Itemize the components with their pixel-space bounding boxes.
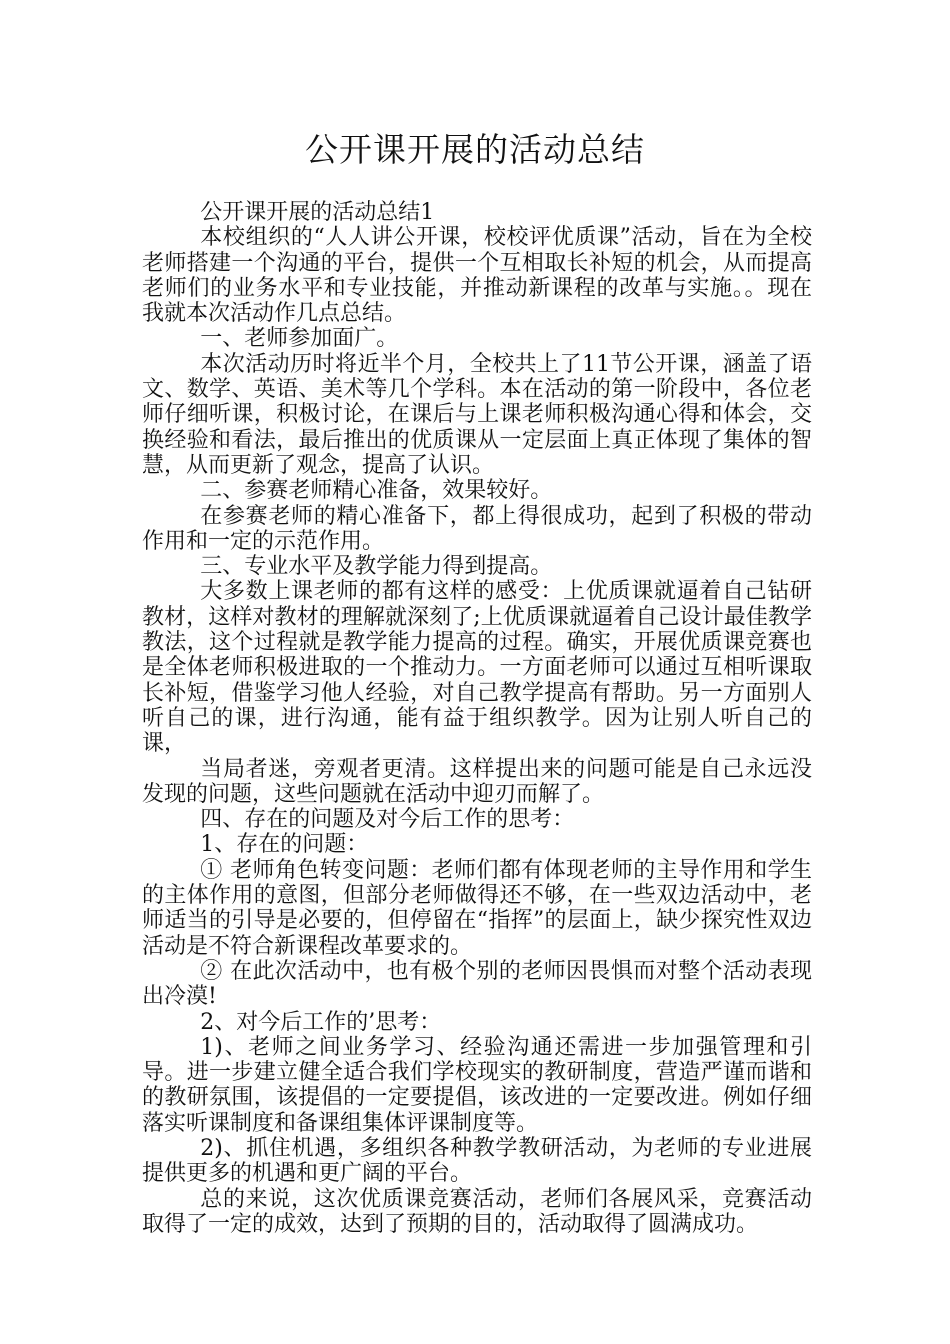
paragraph-section-2: 在参赛老师的精心准备下，都上得很成功，起到了积极的带动作用和一定的示范作用。 (142, 503, 812, 554)
paragraph-intro: 本校组织的“人人讲公开课，校校评优质课”活动，旨在为全校老师搭建一个沟通的平台，提供一个互相取长补短的机会，从而提高老师们的业务水平和专业技能，并推动新课程的改革与实施。。现在我就本次活动作几点总结。 (142, 225, 812, 327)
heading-section-3: 三、专业水平及教学能力得到提高。 (200, 554, 553, 580)
paragraph-section-3-continued: 当局者迷，旁观者更清。这样提出来的问题可能是自己永远没发现的问题，这些问题就在活动中迎刃而解了。 (142, 756, 812, 807)
document-body (142, 200, 812, 1237)
heading-section-1: 一、老师参加面广。 (200, 326, 399, 352)
paragraph-section-1: 本次活动历时将近半个月，全校共上了11节公开课，涵盖了语文、数学、英语、美术等几个学科。本在活动的第一阶段中，各位老师仔细听课，积极讨论，在课后与上课老师积极沟通心得和体会，交换经验和看法，最后推出的优质课从一定层面上真正体现了集体的智慧，从而更新了观念，提高了认识。 (142, 351, 812, 478)
paragraph-section-3: 大多数上课老师的都有这样的感受：上优质课就逼着自己钻研教材，这样对教材的理解就深刻了;上优质课就逼着自己设计最佳教学教法，这个过程就是教学能力提高的过程。确实，开展优质课竞赛也是全体老师积极进取的一个推动力。一方面老师可以通过互相听课取长补短，借鉴学习他人经验，对自己教学提高有帮助。另一方面别人听自己的课，进行沟通，能有益于组织教学。因为让别人听自己的课， (142, 579, 812, 757)
paragraph-reflection-1: 1)、老师之间业务学习、经验沟通还需进一步加强管理和引导。进一步建立健全适合我们学校现实的教研制度，营造严谨而谐和的教研氛围，该提倡的一定要提倡，该改进的一定要改进。例如仔细落实听课制度和备课组集体评课制度等。 (142, 1034, 812, 1136)
heading-section-2: 二、参赛老师精心准备，效果较好。 (200, 478, 553, 504)
subheading-problems: 1、存在的问题： (200, 832, 369, 858)
paragraph-problem-2: ② 在此次活动中，也有极个别的老师因畏惧而对整个活动表现出冷漠! (142, 958, 812, 1010)
paragraph-subtitle: 公开课开展的活动总结1 (200, 200, 435, 225)
paragraph-problem-1: ① 老师角色转变问题：老师们都有体现老师的主导作用和学生的主体作用的意图，但部分老师做得还不够，在一些双边活动中，老师适当的引导是必要的，但停留在“指挥”的层面上，缺少探究性双边活动是不符合新课程改革要求的。 (142, 857, 812, 959)
paragraph-reflection-2: 2)、抓住机遇，多组织各种教学教研活动，为老师的专业进展提供更多的机遇和更广阔的平台。 (142, 1135, 812, 1187)
subheading-reflections: 2、对今后工作的’思考： (200, 1009, 442, 1035)
paragraph-conclusion: 总的来说，这次优质课竞赛活动，老师们各展风采，竞赛活动取得了一定的成效，达到了预期的目的，活动取得了圆满成功。 (142, 1186, 812, 1237)
document-title: 公开课开展的活动总结 (305, 130, 645, 169)
heading-section-4: 四、存在的问题及对今后工作的思考： (200, 807, 575, 833)
